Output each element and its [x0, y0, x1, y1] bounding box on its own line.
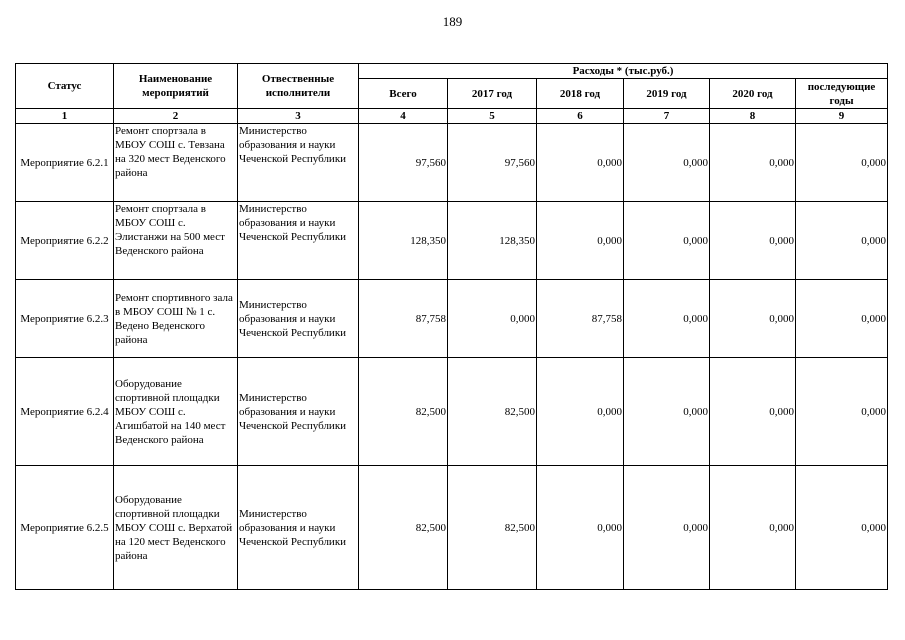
value-2019: 0,000 [624, 124, 710, 202]
header-name: Наименование мероприятий [114, 64, 238, 109]
col-number: 4 [359, 109, 448, 124]
page-number: 189 [442, 14, 463, 29]
value-2020: 0,000 [710, 280, 796, 358]
col-number: 2 [114, 109, 238, 124]
table-row [16, 280, 888, 358]
value-total: 82,500 [359, 358, 448, 466]
header-total: Всего [359, 79, 448, 109]
row-name: Ремонт спортзала в МБОУ СОШ с. Элистанжи на 500 мест Веденского района [114, 202, 238, 280]
row-executor: Министерство образования и науки Чеченской Республики [238, 280, 359, 358]
value-total: 97,560 [359, 124, 448, 202]
col-number: 8 [710, 109, 796, 124]
col-number: 1 [16, 109, 114, 124]
row-status: Мероприятие 6.2.2 [16, 202, 114, 280]
value-later: 0,000 [796, 358, 888, 466]
value-total: 128,350 [359, 202, 448, 280]
header-2020: 2020 год [710, 79, 796, 109]
value-2020: 0,000 [710, 124, 796, 202]
row-executor: Министерство образования и науки Чеченской Республики [238, 124, 359, 202]
value-2018: 0,000 [537, 466, 624, 590]
value-2019: 0,000 [624, 358, 710, 466]
col-number: 6 [537, 109, 624, 124]
value-2020: 0,000 [710, 202, 796, 280]
value-2018: 0,000 [537, 124, 624, 202]
value-total: 82,500 [359, 466, 448, 590]
col-number: 7 [624, 109, 710, 124]
value-total: 87,758 [359, 280, 448, 358]
value-later: 0,000 [796, 466, 888, 590]
value-2017: 128,350 [448, 202, 537, 280]
value-2018: 87,758 [537, 280, 624, 358]
header-expenses: Расходы * (тыс.руб.) [359, 64, 888, 79]
value-later: 0,000 [796, 280, 888, 358]
col-number: 5 [448, 109, 537, 124]
value-later: 0,000 [796, 124, 888, 202]
row-executor: Министерство образования и науки Чеченской Республики [238, 358, 359, 466]
row-name: Оборудование спортивной площадки МБОУ СОШ с. Агишбатой на 140 мест Веденского района [114, 358, 238, 466]
value-2017: 82,500 [448, 358, 537, 466]
table-row [16, 466, 888, 590]
budget-table [15, 63, 888, 590]
row-name: Ремонт спортзала в МБОУ СОШ с. Тевзана на 320 мест Веденского района [114, 124, 238, 202]
column-numbers-row [16, 109, 888, 124]
header-executors: Отвественные исполнители [238, 64, 359, 109]
col-number: 3 [238, 109, 359, 124]
value-2019: 0,000 [624, 466, 710, 590]
row-status: Мероприятие 6.2.5 [16, 466, 114, 590]
value-2020: 0,000 [710, 358, 796, 466]
table-row [16, 124, 888, 202]
value-2017: 0,000 [448, 280, 537, 358]
header-2018: 2018 год [537, 79, 624, 109]
row-executor: Министерство образования и науки Чеченской Республики [238, 466, 359, 590]
row-status: Мероприятие 6.2.3 [16, 280, 114, 358]
value-2019: 0,000 [624, 202, 710, 280]
row-status: Мероприятие 6.2.1 [16, 124, 114, 202]
header-status: Статус [16, 64, 114, 109]
table-row [16, 358, 888, 466]
table-row [16, 202, 888, 280]
value-2019: 0,000 [624, 280, 710, 358]
value-2017: 97,560 [448, 124, 537, 202]
value-2017: 82,500 [448, 466, 537, 590]
col-number: 9 [796, 109, 888, 124]
value-2018: 0,000 [537, 358, 624, 466]
value-2020: 0,000 [710, 466, 796, 590]
row-status: Мероприятие 6.2.4 [16, 358, 114, 466]
header-later-years: последующие годы [796, 79, 888, 109]
header-2019: 2019 год [624, 79, 710, 109]
value-2018: 0,000 [537, 202, 624, 280]
row-name: Оборудование спортивной площадки МБОУ СОШ с. Верхатой на 120 мест Веденского района [114, 466, 238, 590]
value-later: 0,000 [796, 202, 888, 280]
row-name: Ремонт спортивного зала в МБОУ СОШ № 1 с. Ведено Веденского района [114, 280, 238, 358]
row-executor: Министерство образования и науки Чеченской Республики [238, 202, 359, 280]
header-2017: 2017 год [448, 79, 537, 109]
